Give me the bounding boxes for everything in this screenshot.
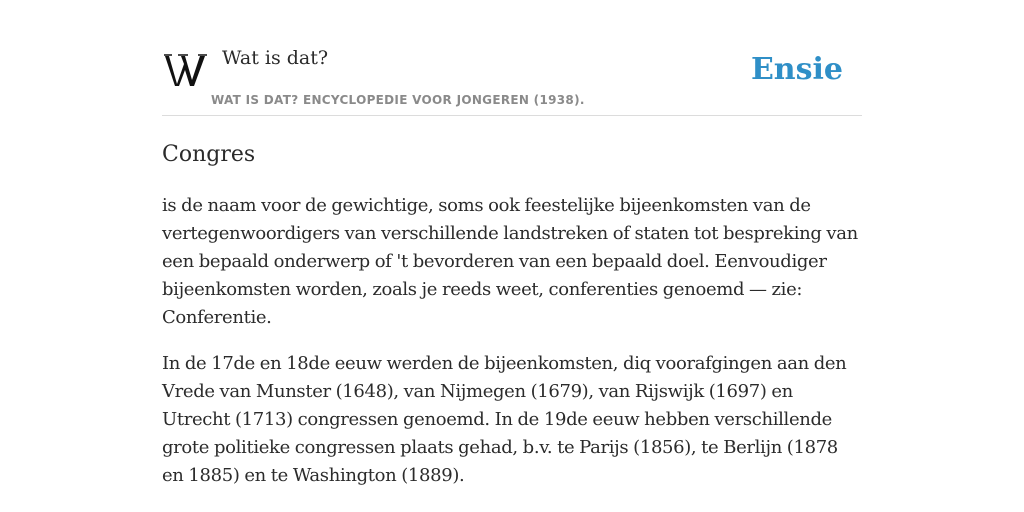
source-subtitle: WAT IS DAT? ENCYCLOPEDIE VOOR JONGEREN (1938).	[211, 93, 585, 107]
paragraph: In de 17de en 18de eeuw werden de bijeenkomsten, diq voorafgingen aan den Vrede van Munster (1648), van Nijmegen (1679), van Rijswijk (1697) en Utrecht (1713) congressen genoemd. In de 19de eeuw hebben verschillende grote politieke congressen plaats gehad, b.v. te Parijs (1856), te Berlijn (1878 en 1885) en te Washington (1889).	[162, 353, 847, 486]
source-title[interactable]: Wat is dat?	[222, 47, 329, 69]
wikipedia-w-icon[interactable]	[163, 50, 207, 90]
entry-title: Congres	[162, 142, 256, 167]
header	[162, 0, 862, 116]
entry-card	[162, 0, 862, 486]
brand-logo[interactable]: Ensie	[750, 52, 843, 87]
entry-body	[162, 192, 862, 508]
paragraph: is de naam voor de gewichtige, soms ook feestelijke bijeenkomsten van de vertegenwoordigers van verschillende landstreken of staten tot bespreking van een bepaald onderwerp of 't bevorderen van een bepaald doel. Eenvoudiger bijeenkomsten worden, zoals je reeds weet, conferenties genoemd — zie: Conferentie.	[162, 195, 858, 328]
